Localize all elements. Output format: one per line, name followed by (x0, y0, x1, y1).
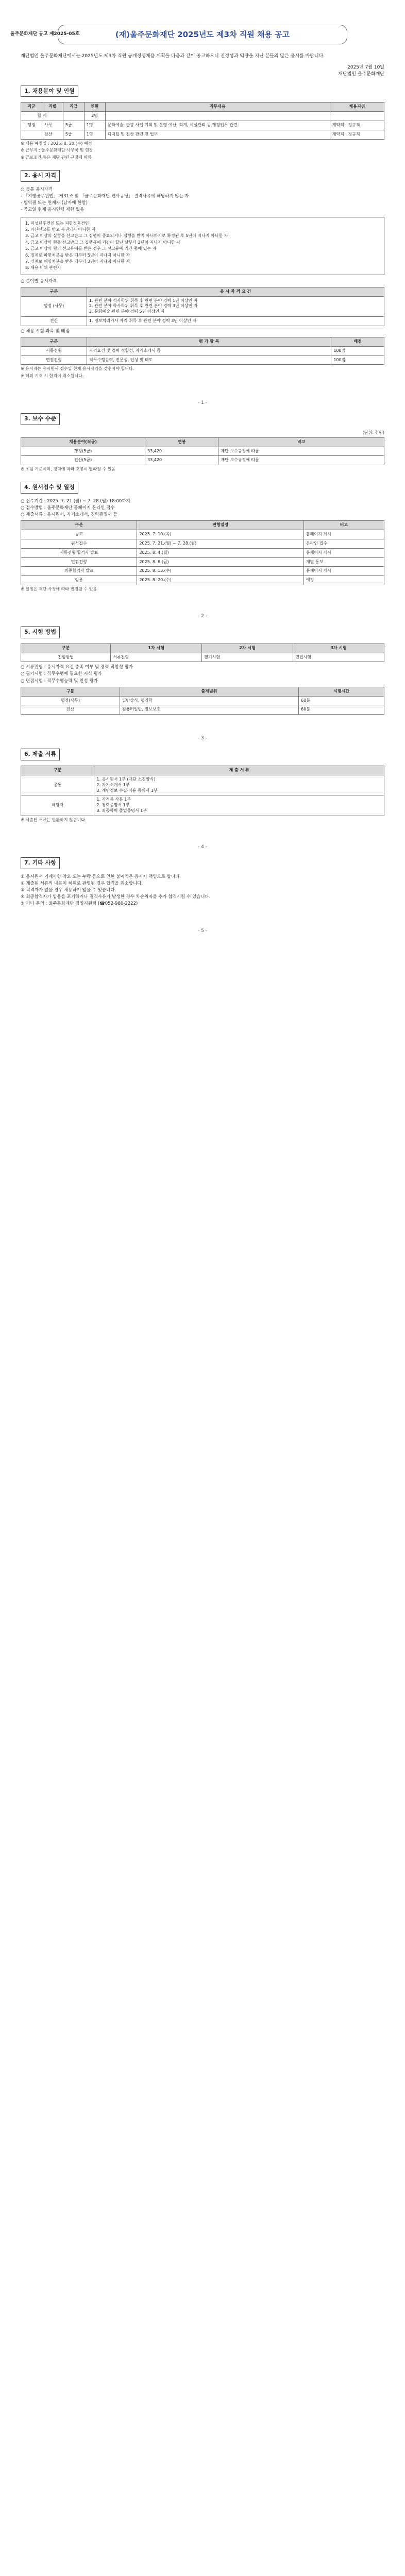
table-row (21, 355, 384, 365)
table-header-cell: 연봉 (145, 437, 218, 447)
schedule-table (21, 520, 384, 585)
table-cell: 1. 관련 분야 석사학위 취득 후 관련 분야 경력 1년 이상인 자 2. 관련 분야 학사학위 취득 후 관련 분야 경력 3년 이상인 자 3. 문화예술 관련 분야 경력 5년 이상인 자 (87, 296, 384, 316)
text-line: ③ 적격자가 없을 경우 채용하지 않을 수 있습니다. (21, 887, 116, 893)
text-line: 3. 금고 이상의 실형을 선고받고 그 집행이 종료되거나 집행을 받지 아니하기로 확정된 후 5년이 지나지 아니한 자 (25, 233, 228, 239)
table-header-cell: 제 출 서 류 (94, 766, 384, 775)
text-line: 7. 징계로 해임처분을 받은 때부터 3년이 지나지 아니한 자 (25, 259, 130, 264)
table-cell: 서류전형 합격자 발표 (21, 548, 137, 557)
table-cell: 5급 (63, 121, 84, 130)
text-line: ② 제출된 서류의 내용이 허위로 판명된 경우 합격을 취소합니다. (21, 880, 143, 886)
table-header-cell: 시험시간 (299, 687, 384, 696)
text-line: 5. 금고 이상의 형의 선고유예를 받은 경우 그 선고유예 기간 중에 있는 자 (25, 246, 157, 251)
text-line: ○ 필기시험 : 직무수행에 필요한 지식 평가 (21, 671, 102, 677)
table-cell: 공통 (21, 775, 94, 795)
table-cell: 최종합격자 발표 (21, 567, 137, 576)
section-5-title: 5. 시험 방법 (21, 626, 60, 638)
text-line: 8. 채용 비위 관련자 (25, 265, 61, 270)
document-page (0, 25, 405, 935)
table-cell: 원서접수 (21, 539, 137, 548)
table-header-cell: 비고 (303, 521, 384, 530)
table-cell: 사무 (42, 121, 63, 130)
table-row (21, 346, 384, 355)
text-line: - 「지방공무원법」 제31조 및 「울주문화재단 인사규정」 결격사유에 해당하지 않는 자 (21, 194, 189, 199)
table-header-cell: 출제범위 (120, 687, 298, 696)
table-cell: 합 계 (21, 112, 63, 121)
schedule-table-wrap (21, 520, 384, 592)
page-number: - 5 - (198, 928, 207, 934)
table-cell: 홈페이지 게시 (303, 548, 384, 557)
table-header-cell: 구분 (21, 287, 87, 296)
exam-table (21, 643, 384, 663)
text-line: 4. 금고 이상의 형을 선고받고 그 집행유예 기간이 끝난 날부터 2년이 지나지 아니한 자 (25, 240, 180, 245)
text-line: ○ 공통 응시자격 (21, 187, 53, 192)
table-header-cell: 구분 (21, 521, 137, 530)
section-2-items (21, 187, 384, 214)
table-header-cell: 비고 (218, 437, 384, 447)
text-line: 6. 징계로 파면처분을 받은 때부터 5년이 지나지 아니한 자 (25, 252, 130, 258)
table-cell: 전산 (21, 317, 87, 326)
text-line: ※ 일정은 재단 사정에 따라 변경될 수 있음 (21, 586, 97, 591)
table-cell: 홈페이지 게시 (303, 567, 384, 576)
page-number: - 2 - (198, 613, 207, 619)
text-line: ④ 최종합격자가 임용을 포기하거나 결격사유가 발생한 경우 차순위자를 추가 합격시킬 수 있습니다. (21, 894, 211, 900)
table-cell: 서류전형 (111, 653, 202, 662)
table-header-cell: 구분 (21, 687, 120, 696)
table-row (21, 317, 384, 326)
score-table (21, 337, 384, 365)
table-row (21, 567, 384, 576)
table-cell: 해당자 (21, 795, 94, 816)
text-line: ○ 면접시험 : 직무수행능력 및 인성 평가 (21, 678, 98, 684)
salary-table (21, 437, 384, 465)
table-cell: 전형방법 (21, 653, 111, 662)
table-cell (63, 112, 84, 121)
text-line: ○ 서류전형 : 응시자격 요건 충족 여부 및 경력 적합성 평가 (21, 665, 133, 670)
issuer: 재단법인 울주문화재단 (338, 72, 384, 77)
table-cell: 1명 (84, 130, 105, 139)
table-header-cell: 직렬 (42, 103, 63, 112)
table-cell: 계약직 · 정규직 (330, 121, 384, 130)
table-cell: 문화예술, 관광 사업 기획 및 운영 예산, 회계, 시설관리 등 행정업무 관련 (105, 121, 330, 130)
section-7-items (21, 874, 384, 908)
table-row (21, 456, 384, 465)
table-cell: 전산 (21, 705, 120, 715)
table-cell: 전산 (42, 130, 63, 139)
table-row (21, 130, 384, 139)
table-cell: 온라인 접수 (303, 539, 384, 548)
text-line: 2. 파산선고를 받고 복권되지 아니한 자 (25, 227, 96, 232)
table-cell: 1명 (84, 121, 105, 130)
table-header-cell: 구분 (21, 337, 87, 347)
table-header-cell: 평 가 항 목 (87, 337, 331, 347)
table-cell: 컴퓨터일반, 정보보호 (120, 705, 298, 715)
table-header-cell: 1차 시험 (111, 643, 202, 653)
table-cell (105, 112, 330, 121)
table-cell: 면접시험 (293, 653, 384, 662)
disqualification-box (21, 217, 384, 275)
text-line: - 병역필 또는 면제자 (남자에 한함) (21, 200, 88, 206)
score-table-wrap (21, 337, 384, 379)
section-1-title: 1. 채용분야 및 인원 (21, 86, 78, 97)
table-cell: 행정 (21, 121, 42, 130)
table-cell: 5급 (63, 130, 84, 139)
table-row (21, 112, 384, 121)
text-line: ※ 채용 예정일 : 2025. 8. 20.(수) 예정 (21, 141, 92, 146)
table-cell: 2025. 8. 20.(수) (137, 576, 303, 585)
section-2-title: 2. 응시 자격 (21, 170, 60, 182)
table-cell: 임용 (21, 576, 137, 585)
section-5-items (21, 664, 384, 685)
table-header-cell: 인원 (84, 103, 105, 112)
section-3-title: 3. 보수 수준 (21, 413, 60, 425)
table-cell: 서류전형 (21, 346, 87, 355)
table-row (21, 296, 384, 316)
table-cell: 자격요건 및 경력 적합성, 자기소개서 등 (87, 346, 331, 355)
table-cell: 홈페이지 게시 (303, 530, 384, 539)
table-cell: 공고 (21, 530, 137, 539)
salary-unit: (단위: 천원) (362, 430, 384, 435)
table-header-cell: 직급 (63, 103, 84, 112)
salary-table-wrap (21, 430, 384, 472)
written-exam-table-wrap (21, 687, 384, 715)
table-cell: 2025. 7. 21.(월) ~ 7. 28.(월) (137, 539, 303, 548)
table-cell: 필기시험 (202, 653, 293, 662)
text-line: ※ 응시자는 응시원서 접수일 현재 응시자격을 갖추어야 합니다. (21, 366, 134, 371)
table-row (21, 530, 384, 539)
text-line: ※ 근로조건 등은 재단 관련 규정에 따름 (21, 155, 92, 160)
table-cell: 면접전형 (21, 355, 87, 365)
table-cell: 행정 (사무) (21, 296, 87, 316)
table-row (21, 557, 384, 567)
text-line: ⑤ 기타 문의 : 울주문화재단 경영지원팀 (☎052-980-2222) (21, 901, 138, 907)
table-header-cell: 구분 (21, 643, 111, 653)
table-cell: 일반상식, 행정학 (120, 696, 298, 705)
table-cell (330, 112, 384, 121)
table-row (21, 539, 384, 548)
eligibility-table-wrap (21, 287, 384, 326)
table-cell: 2025. 8. 13.(수) (137, 567, 303, 576)
section-4-items (21, 498, 384, 519)
table-header-cell: 채용분야(직급) (21, 437, 145, 447)
text-line: ※ 허위 기재 시 합격이 취소됩니다. (21, 374, 84, 379)
table-header-cell: 3차 시험 (293, 643, 384, 653)
issue-date-block (0, 64, 384, 78)
text-line: ○ 접수방법 : 울주문화재단 홈페이지 온라인 접수 (21, 505, 115, 511)
table-cell: 디지털 및 전산 관련 전 업무 (105, 130, 330, 139)
table-header-cell: 응 시 자 격 요 건 (87, 287, 384, 296)
recruitment-table (21, 102, 384, 139)
table-header-cell: 전형일정 (137, 521, 303, 530)
table-header-cell: 구분 (21, 766, 94, 775)
table-cell: 개별 통보 (303, 557, 384, 567)
table-cell: 1. 자격증 사본 1부 2. 경력증명서 1부 3. 최종학력 졸업증명서 1부 (94, 795, 384, 816)
table-cell: 행정(5급) (21, 447, 145, 456)
table-cell: 100점 (331, 346, 384, 355)
table-cell: 2025. 7. 10.(목) (137, 530, 303, 539)
table-cell: 재단 보수규정에 따름 (218, 456, 384, 465)
table-cell: 60분 (299, 696, 384, 705)
section-2-table-b-title: ○ 채용 시험 과목 및 배점 (21, 328, 70, 334)
issue-date: 2025년 7월 10일 (347, 64, 384, 70)
page-title: (재)울주문화재단 2025년도 제3차 직원 채용 공고 (58, 25, 347, 44)
document-number: 울주문화재단 공고 제2025-05호 (10, 31, 80, 37)
table-row (21, 705, 384, 715)
table-row (21, 447, 384, 456)
table-row (21, 795, 384, 816)
section-6-title: 6. 제출 서류 (21, 749, 60, 760)
text-line: 1. 피성년후견인 또는 피한정후견인 (25, 221, 89, 226)
page-number: - 4 - (198, 844, 207, 850)
documents-table-wrap (21, 766, 384, 823)
section-7-title: 7. 기타 사항 (21, 857, 60, 869)
table-cell: 면접전형 (21, 557, 137, 567)
documents-table (21, 766, 384, 816)
text-line: ① 응시원서 기재사항 착오 또는 누락 등으로 인한 불이익은 응시자 책임으로 합니다. (21, 874, 181, 879)
exam-table-wrap (21, 643, 384, 663)
section-2-detail-title: ○ 분야별 응시자격 (21, 278, 57, 284)
table-cell: 33,420 (145, 456, 218, 465)
table-header-cell: 2차 시험 (202, 643, 293, 653)
table-cell: 재단 보수규정에 따름 (218, 447, 384, 456)
intro-text: 재단법인 울주문화재단에서는 2025년도 제3차 직원 공개경쟁채용 계획을 다음과 같이 공고하오니 진정성과 역량을 지닌 분들의 많은 응시를 바랍니다. (21, 54, 325, 59)
table-cell: 행정(사무) (21, 696, 120, 705)
section-4-title: 4. 원서접수 및 일정 (21, 482, 78, 494)
text-line: ※ 초임 기준이며, 경력에 따라 호봉이 달라질 수 있음 (21, 467, 116, 472)
table-cell (21, 130, 42, 139)
table-header-cell: 배점 (331, 337, 384, 347)
table-row (21, 775, 384, 795)
table-cell: 60분 (299, 705, 384, 715)
table-row (21, 653, 384, 662)
table-cell: 2명 (84, 112, 105, 121)
table-header-cell: 채용지위 (330, 103, 384, 112)
table-cell: 직무수행능력, 전문성, 인성 및 태도 (87, 355, 331, 365)
table-row (21, 121, 384, 130)
page-number: - 3 - (198, 736, 207, 741)
table-cell: 1. 정보처리기사 자격 취득 후 관련 분야 경력 3년 이상인 자 (87, 317, 384, 326)
table-header-cell: 직무내용 (105, 103, 330, 112)
section-1-table-wrap (21, 102, 384, 161)
table-cell: 100점 (331, 355, 384, 365)
table-cell: 전산(5급) (21, 456, 145, 465)
table-cell: 예정 (303, 576, 384, 585)
text-line: ※ 제출된 서류는 반환하지 않습니다. (21, 817, 87, 822)
table-row (21, 576, 384, 585)
text-line: ※ 근무지 : 울주문화재단 사무국 및 현장 (21, 148, 93, 153)
table-cell: 33,420 (145, 447, 218, 456)
table-row (21, 696, 384, 705)
text-line: - 공고일 현재 응시연령 제한 없음 (21, 207, 85, 213)
table-cell: 2025. 8. 8.(금) (137, 557, 303, 567)
table-cell: 1. 응시원서 1부 (재단 소정양식) 2. 자기소개서 1부 3. 개인정보 수집·이용 동의서 1부 (94, 775, 384, 795)
eligibility-table (21, 287, 384, 326)
page-number: - 1 - (198, 400, 207, 406)
text-line: ○ 제출서류 : 응시원서, 자기소개서, 경력증명서 등 (21, 512, 117, 518)
table-cell: 2025. 8. 4.(월) (137, 548, 303, 557)
text-line: ○ 접수기간 : 2025. 7. 21.(월) ~ 7. 28.(월) 18:00까지 (21, 498, 130, 504)
table-cell: 계약직 · 정규직 (330, 130, 384, 139)
table-row (21, 548, 384, 557)
table-header-cell: 직군 (21, 103, 42, 112)
written-exam-table (21, 687, 384, 715)
